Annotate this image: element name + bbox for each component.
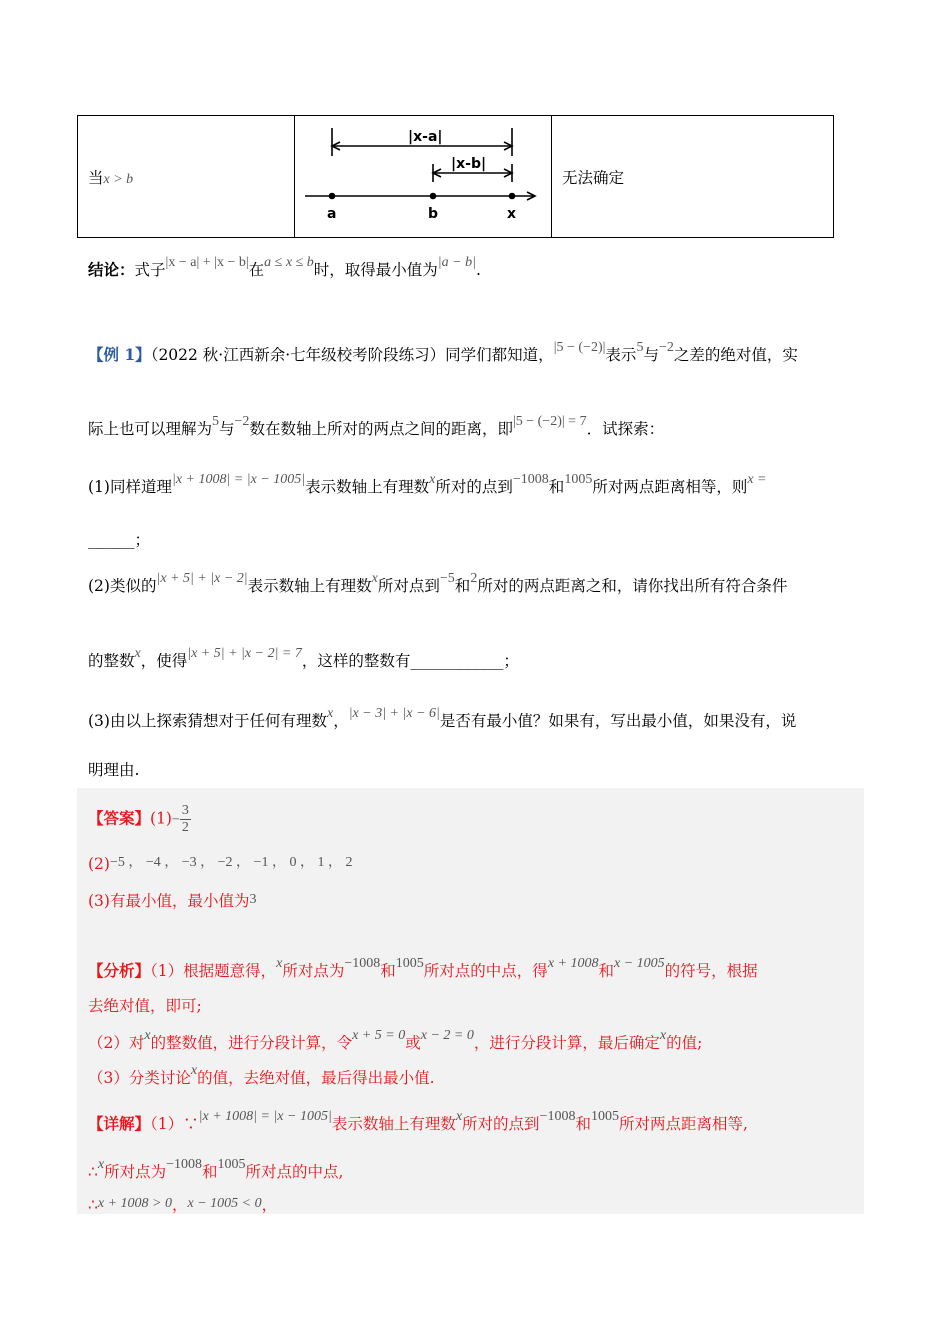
conclusion-min: |a − b| — [437, 255, 476, 270]
detail-text: 所对两点距离相等, — [618, 1115, 748, 1133]
dot-x — [510, 194, 515, 199]
math-expr: x + 1008 > 0 — [97, 1196, 172, 1211]
math-expr: x − 1005 — [614, 956, 665, 971]
detail-text: ， — [261, 1196, 278, 1214]
math-var: x — [455, 1109, 463, 1124]
detail-text: 和 — [202, 1163, 218, 1181]
fraction-denominator: 2 — [181, 820, 189, 835]
math-var: x — [276, 956, 283, 971]
analysis-text: （2）对 — [88, 1034, 145, 1052]
answer-label: (2) — [88, 855, 110, 873]
question-text: 表示数轴上有理数 — [305, 478, 430, 496]
question-text: ，这样的整数有____________； — [301, 652, 519, 670]
conclusion — [88, 255, 481, 280]
example-text: 际上也可以理解为 — [88, 420, 213, 438]
question-1 — [88, 472, 767, 497]
conclusion-label: 结论： — [88, 260, 135, 279]
example-line-2 — [88, 414, 665, 439]
analysis-line-1 — [88, 956, 758, 981]
dot-b — [431, 194, 436, 199]
math-expr: x = — [747, 472, 767, 487]
math-expr: x − 1005 < 0 — [187, 1196, 262, 1211]
conclusion-text: 在 — [248, 261, 265, 279]
analysis-text: 所对点的中点，得 — [423, 962, 548, 980]
analysis-tag: 【分析】 — [88, 961, 151, 980]
conclusion-text: . — [475, 261, 481, 279]
analysis-text: 的值; — [666, 1034, 703, 1052]
diagram-cell — [295, 116, 552, 238]
analysis-text: 的整数值，进行分段计算，令 — [150, 1034, 353, 1052]
question-3 — [88, 706, 797, 731]
math-expr: |x + 1008| = |x − 1005| — [198, 1109, 332, 1124]
math-expr: −2 — [658, 340, 674, 355]
math-expr: |x − 3| + |x − 6| — [348, 706, 440, 721]
math-var: x — [429, 472, 436, 487]
math-expr: x + 5 = 0 — [352, 1028, 406, 1043]
math-expr: 5 — [636, 340, 644, 355]
example-text: 与 — [643, 346, 659, 364]
math-expr: 1005 — [590, 1109, 619, 1124]
example-text: 之差的绝对值，实 — [673, 346, 798, 364]
math-expr: −1008 — [539, 1109, 576, 1124]
detail-tag: 【详解】 — [88, 1114, 151, 1133]
analysis-text: 和 — [380, 962, 396, 980]
math-var: x — [97, 1157, 105, 1172]
math-var: x — [326, 706, 334, 721]
detail-text: 所对点的中点, — [245, 1163, 344, 1181]
result-cell — [552, 116, 834, 238]
question-text: 所对两点距离相等，则 — [592, 478, 748, 496]
label-b: b — [428, 206, 439, 222]
detail-text: （1）∵ — [150, 1115, 199, 1133]
question-text: 是否有最小值？如果有，写出最小值，如果没有，说 — [439, 712, 797, 730]
example-text: ．试探索： — [586, 420, 665, 438]
conclusion-range: a ≤ x ≤ b — [264, 255, 314, 270]
math-expr: −1008 — [512, 472, 549, 487]
analysis-text: （3）分类讨论 — [88, 1069, 191, 1087]
math-expr: −1008 — [344, 956, 381, 971]
analysis-text: 和 — [598, 962, 614, 980]
question-text: 所对的两点距离之和，请你找出所有符合条件 — [477, 577, 788, 595]
result-text: 无法确定 — [562, 168, 625, 187]
answer-label: (1) — [150, 809, 172, 828]
math-expr: −2 — [234, 414, 250, 429]
example-text: 数在数轴上所对的两点之间的距离，即 — [249, 420, 513, 438]
math-expr: −1008 — [166, 1157, 203, 1172]
conclusion-text: 时，取得最小值为 — [313, 261, 438, 279]
analysis-text: 所对点为 — [282, 962, 345, 980]
dot-a — [330, 194, 335, 199]
conclusion-text: 式子 — [134, 261, 166, 279]
label-x-minus-a: |x-a| — [408, 129, 443, 145]
analysis-text: 的符号，根据 — [664, 962, 758, 980]
detail-line-2 — [88, 1157, 344, 1182]
question-text: ， — [333, 712, 349, 730]
question-text: (3)由以上探索猜想对于任何有理数 — [88, 712, 327, 730]
math-expr: |x + 1008| = |x − 1005| — [171, 472, 306, 487]
analysis-text: ，进行分段计算，最后确定 — [473, 1034, 660, 1052]
fraction-numerator: 3 — [181, 803, 189, 818]
question-text: 所对的点到 — [435, 478, 513, 496]
question-text: (1)同样道理 — [88, 478, 172, 496]
label-a: a — [327, 206, 337, 222]
analysis-text: 或 — [405, 1034, 421, 1052]
math-var: x — [659, 1028, 667, 1043]
math-var: x — [190, 1063, 198, 1078]
answer-1 — [88, 804, 191, 835]
detail-text: 和 — [575, 1115, 591, 1133]
question-3-line-2: 明理由. — [88, 761, 140, 779]
answer-3 — [88, 889, 256, 911]
conclusion-expr: |x − a| + |x − b| — [165, 255, 249, 270]
math-expr: |x + 5| + |x − 2| — [156, 571, 248, 586]
label-x: x — [507, 206, 517, 222]
math-expr: |5 − (−2)| = 7 — [512, 414, 587, 429]
question-text: 和 — [454, 577, 471, 595]
answer-tag: 【答案】 — [88, 808, 151, 828]
answer-sign: − — [171, 812, 180, 828]
case-label: 当 — [88, 168, 104, 187]
question-1-blank: ______； — [88, 531, 151, 549]
analysis-text: （1）根据题意得， — [150, 962, 277, 980]
detail-text: ∴ — [88, 1196, 98, 1214]
detail-text: 所对的点到 — [462, 1115, 540, 1133]
math-expr: 2 — [470, 571, 478, 586]
math-expr: −5 — [439, 571, 455, 586]
question-text: 和 — [548, 478, 565, 496]
detail-line-1 — [88, 1109, 748, 1134]
math-var: x — [134, 646, 141, 661]
detail-text: ∴ — [88, 1163, 98, 1181]
example-tag: 【例 1】 — [88, 345, 151, 364]
question-text: 表示数轴上有理数 — [247, 577, 372, 595]
math-expr: 1005 — [564, 472, 593, 487]
math-var: x — [144, 1028, 151, 1043]
math-expr: 1005 — [217, 1157, 246, 1172]
case-condition: x > b — [103, 171, 134, 187]
math-expr: 1005 — [395, 956, 424, 971]
example-text: 同学们都知道， — [445, 346, 554, 364]
question-text: (2)类似的 — [88, 577, 157, 595]
answer-value: 3 — [249, 892, 257, 907]
answer-2 — [88, 854, 352, 874]
example-line-1 — [88, 340, 798, 365]
question-text: ，使得 — [140, 652, 188, 670]
case-condition-cell — [78, 116, 295, 238]
math-var: x — [371, 571, 378, 586]
math-expr: 5 — [212, 414, 220, 429]
case-table — [77, 115, 834, 238]
math-expr: x + 1008 — [547, 956, 599, 971]
answer-text: (3)有最小值，最小值为 — [88, 892, 250, 910]
analysis-line-2: 去绝对值，即可; — [88, 997, 202, 1015]
math-expr: x − 2 = 0 — [420, 1028, 474, 1043]
question-text: 的整数 — [88, 652, 135, 670]
answer-values: −5 ， −4 ， −3 ， −2 ， −1 ， 0 ， 1 ， 2 — [109, 855, 353, 870]
label-x-minus-b: |x-b| — [451, 156, 487, 172]
detail-text: 所对点为 — [104, 1163, 167, 1181]
example-source: （2022 秋·江西新余·七年级校考阶段练习） — [150, 346, 446, 364]
number-line-diagram — [295, 116, 551, 237]
answer-fraction — [180, 804, 191, 835]
detail-text: ， — [171, 1196, 188, 1214]
example-text: 表示 — [605, 346, 637, 364]
analysis-text: 的值，去绝对值，最后得出最小值. — [197, 1069, 435, 1087]
example-text: 与 — [219, 420, 235, 438]
detail-text: 表示数轴上有理数 — [331, 1115, 456, 1133]
detail-line-3 — [88, 1193, 277, 1215]
question-text: 所对点到 — [377, 577, 440, 595]
question-2 — [88, 571, 788, 596]
question-2-line-2 — [88, 646, 519, 671]
math-expr: |x + 5| + |x − 2| = 7 — [187, 646, 302, 661]
analysis-line-3 — [88, 1028, 703, 1053]
analysis-line-4 — [88, 1063, 435, 1088]
math-expr: |5 − (−2)| — [553, 340, 606, 355]
